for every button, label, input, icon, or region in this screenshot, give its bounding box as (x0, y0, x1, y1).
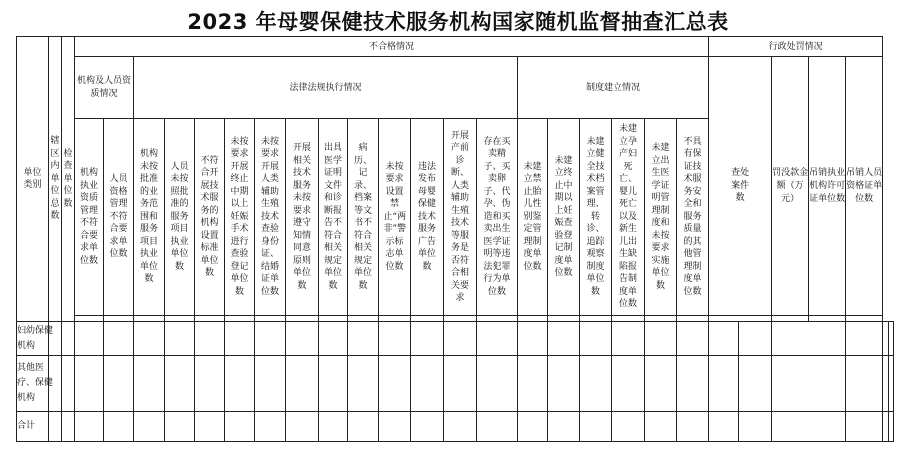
col-header-law-5: 未按要求开展人类辅助生殖技术查验身份证、结婚证单位数 (255, 119, 286, 316)
col-header-law-11: 开展产前诊断、人类辅助生殖技术等服务是否符合相关要求 (444, 119, 477, 316)
col-header-sys-3: 未建立健全技术档案管理、转诊、追踪观察制度单位数 (580, 119, 612, 316)
col-header-law-12: 存在买卖精子、买卖卵子、代孕、伪造和买卖出生医学证明等违法犯罪行为单位数 (477, 119, 518, 316)
unit-category-header: 单位类别 (17, 37, 49, 322)
col-header-sys-2: 未建立终止中期以上妊娠查验登记制度单位数 (548, 119, 580, 316)
penalty-revoke-qualification-header: 吊销人员资格证单位数 (846, 57, 883, 316)
col-header-law-2: 人员未按照批准的服务项目执业单位数 (165, 119, 195, 316)
penalty-fine-header: 罚没款金额（万元） (772, 57, 809, 316)
inspected-header: 检查单位数 (62, 37, 75, 322)
group-law-header: 法律法规执行情况 (134, 57, 518, 119)
col-header-law-1: 机构未按批准的业务范围和服务项目执业单位数 (134, 119, 165, 316)
summary-table (16, 36, 894, 442)
row-label-total: 合计 (17, 412, 49, 442)
col-header-qual-1: 机构执业资质管理不符合要求单位数 (75, 119, 104, 316)
group-system-header: 制度建立情况 (518, 57, 709, 119)
row-label-maternal: 妇幼保健机构 (17, 322, 49, 356)
table-row (17, 322, 894, 356)
table-row (17, 356, 894, 412)
admin-penalty-header: 行政处罚情况 (709, 37, 883, 57)
col-header-law-4: 未按要求开展终止中期以上妊娠手术进行查验登记单位数 (225, 119, 255, 316)
col-header-law-10: 违法发布母婴保健技术服务广告单位数 (411, 119, 444, 316)
table-row (17, 412, 894, 442)
page-title: 2023 年母婴保健技术服务机构国家随机监督抽查汇总表 (187, 10, 729, 34)
col-header-law-9: 未按要求设置禁止“两非”警示标志单位数 (379, 119, 411, 316)
col-header-sys-4: 未建立孕产妇死亡、婴儿死亡以及新生儿出生缺陷报告制度单位数 (612, 119, 645, 316)
col-header-law-7: 出具医学证明文件和诊断报告不符合相关规定单位数 (319, 119, 348, 316)
col-header-sys-6: 不具有保证技术服务安全和服务质量的其他管理制度单位数 (677, 119, 709, 316)
col-header-qual-2: 人员资格管理不符合要求单位数 (104, 119, 134, 316)
nonconformity-header: 不合格情况 (75, 37, 709, 57)
col-header-sys-1: 未建立禁止胎儿性别鉴定管理制度单位数 (518, 119, 548, 316)
col-header-law-8: 病历、记录、档案等文书不符合相关规定单位数 (348, 119, 379, 316)
district-total-header: 辖区内单位总数 (49, 37, 62, 322)
col-header-law-3: 不符合开展技术服务的机构设置标准单位数 (195, 119, 225, 316)
col-header-sys-5: 未建立出生医学证明管理制度和未按要求实施单位数 (645, 119, 677, 316)
penalty-case-count-header: 查处案件数 (709, 57, 772, 316)
group-qualification-header: 机构及人员资质情况 (75, 57, 134, 119)
col-header-law-6: 开展相关技术服务未按要求遵守知情同意原则单位数 (286, 119, 319, 316)
row-label-other: 其他医疗、保健机构 (17, 356, 49, 412)
penalty-revoke-license-header: 吊销执业机构许可证单位数 (809, 57, 846, 316)
